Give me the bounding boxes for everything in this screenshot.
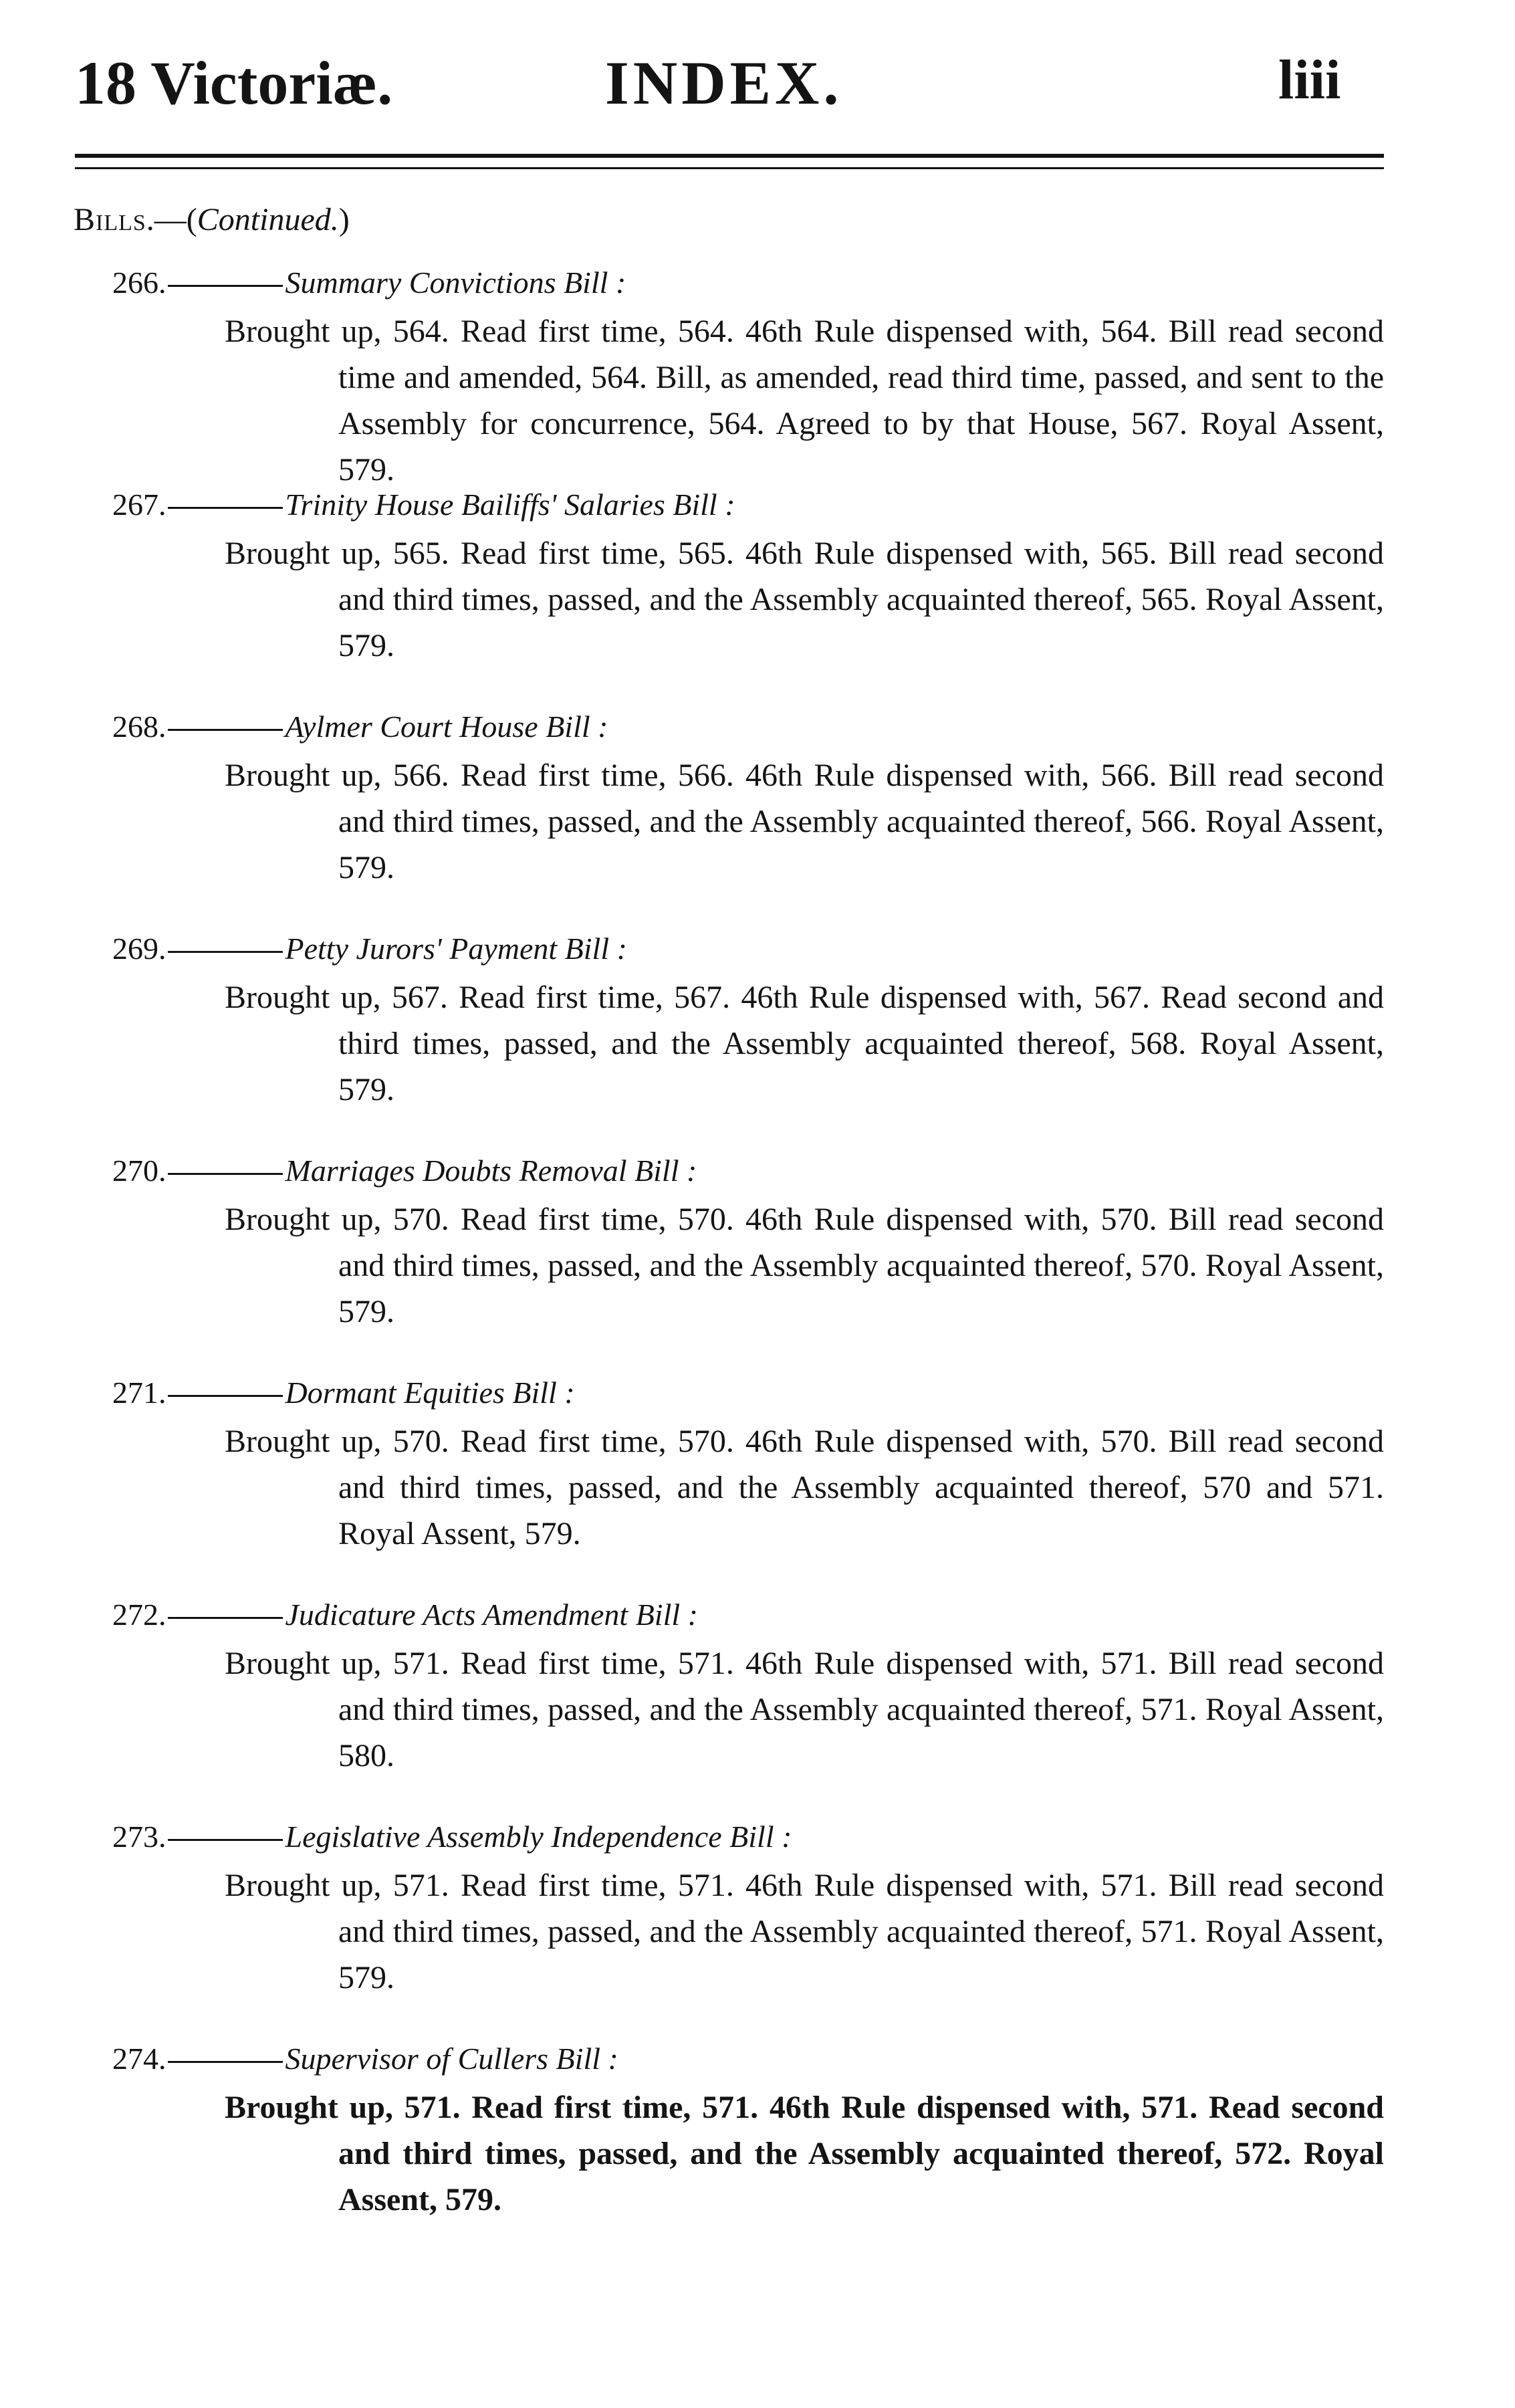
bill-proceedings: Brought up, 570. Read first time, 570. 46th Rule dispensed with, 570. Bill read second and third times, passed, and the Assembly acquainted thereof, 570 and 571. Royal Assent, 579.: [225, 1424, 1384, 1551]
header-rule-thick: [75, 154, 1384, 158]
section-continued-suffix: ): [338, 202, 350, 237]
bill-title: Legislative Assembly Independence Bill :: [285, 1820, 792, 1854]
bill-title: Aylmer Court House Bill :: [285, 709, 608, 744]
bill-number: 270.: [112, 1154, 166, 1188]
bill-entry: [0, 264, 1515, 486]
bill-heading: [112, 1596, 698, 1634]
section-heading: [74, 201, 350, 239]
bill-heading: [112, 264, 626, 302]
bill-entry: [0, 486, 1515, 708]
bill-entry: [0, 1374, 1515, 1596]
bill-entry: [0, 1152, 1515, 1374]
bill-number: 272.: [112, 1598, 166, 1632]
section-continued-prefix: .—(: [146, 202, 197, 237]
leader-dash: [168, 1617, 283, 1619]
bill-number: 269.: [112, 932, 166, 966]
bill-heading: [112, 1818, 792, 1856]
bill-number: 271.: [112, 1376, 166, 1410]
bill-number: 268.: [112, 709, 166, 744]
bill-title: Summary Convictions Bill :: [285, 265, 626, 300]
running-head-title: INDEX.: [605, 49, 843, 117]
leader-dash: [168, 285, 283, 287]
leader-dash: [168, 951, 283, 953]
bill-title: Petty Jurors' Payment Bill :: [285, 932, 627, 966]
running-head-session: 18 Victoriæ.: [75, 49, 393, 117]
bill-number: 274.: [112, 2042, 166, 2076]
bill-entry: [0, 708, 1515, 930]
leader-dash: [168, 1173, 283, 1175]
leader-dash: [168, 729, 283, 731]
bill-title: Marriages Doubts Removal Bill :: [285, 1154, 697, 1188]
leader-dash: [168, 1839, 283, 1841]
bill-proceedings: Brought up, 570. Read first time, 570. 46th Rule dispensed with, 570. Bill read second and third times, passed, and the Assembly acquainted thereof, 570. Royal Assent, 579.: [225, 1202, 1384, 1329]
section-continued: Continued.: [197, 202, 339, 237]
bill-proceedings: Brought up, 566. Read first time, 566. 46th Rule dispensed with, 566. Bill read second and third times, passed, and the Assembly acquainted thereof, 566. Royal Assent, 579.: [225, 758, 1384, 885]
bill-entry: [0, 2040, 1515, 2262]
leader-dash: [168, 507, 283, 509]
bill-heading: [112, 1374, 575, 1412]
bill-heading: [112, 486, 735, 524]
bill-heading: [112, 2040, 618, 2078]
leader-dash: [168, 2061, 283, 2063]
bill-heading: [112, 708, 608, 746]
bill-number: 273.: [112, 1820, 166, 1854]
bill-title: Trinity House Bailiffs' Salaries Bill :: [285, 487, 735, 522]
bill-proceedings: Brought up, 567. Read first time, 567. 46th Rule dispensed with, 567. Read second and third times, passed, and the Assembly acquainted thereof, 568. Royal Assent, 579.: [225, 980, 1384, 1107]
bill-proceedings: Brought up, 564. Read first time, 564. 46th Rule dispensed with, 564. Bill read second time and amended, 564. Bill, as amended, read third time, passed, and sent to the Assembly for concurrence, 564. Agreed to by that House, 567. Royal Assent, 579.: [225, 314, 1384, 487]
page-number: liii: [1278, 49, 1341, 111]
bill-proceedings: Brought up, 571. Read first time, 571. 46th Rule dispensed with, 571. Bill read second and third times, passed, and the Assembly acquainted thereof, 571. Royal Assent, 580.: [225, 1646, 1384, 1773]
bill-heading: [112, 1152, 697, 1190]
bill-proceedings: Brought up, 565. Read first time, 565. 46th Rule dispensed with, 565. Bill read second and third times, passed, and the Assembly acquainted thereof, 565. Royal Assent, 579.: [225, 536, 1384, 663]
bill-proceedings: Brought up, 571. Read first time, 571. 46th Rule dispensed with, 571. Read second and third times, passed, and the Assembly acquainted thereof, 572. Royal Assent, 579.: [225, 2090, 1384, 2217]
bill-number: 267.: [112, 487, 166, 522]
bill-entry: [0, 930, 1515, 1152]
bill-title: Supervisor of Cullers Bill :: [285, 2042, 618, 2076]
bill-entry: [0, 1596, 1515, 1818]
bill-proceedings: Brought up, 571. Read first time, 571. 46th Rule dispensed with, 571. Bill read second and third times, passed, and the Assembly acquainted thereof, 571. Royal Assent, 579.: [225, 1868, 1384, 1995]
bill-entry-list: [0, 264, 1515, 2262]
bill-entry: [0, 1818, 1515, 2040]
bill-heading: [112, 930, 627, 968]
leader-dash: [168, 1395, 283, 1397]
section-label: Bills: [74, 202, 146, 237]
header-rule-thin: [75, 167, 1384, 169]
bill-title: Dormant Equities Bill :: [285, 1376, 575, 1410]
bill-title: Judicature Acts Amendment Bill :: [285, 1598, 698, 1632]
bill-number: 266.: [112, 265, 166, 300]
